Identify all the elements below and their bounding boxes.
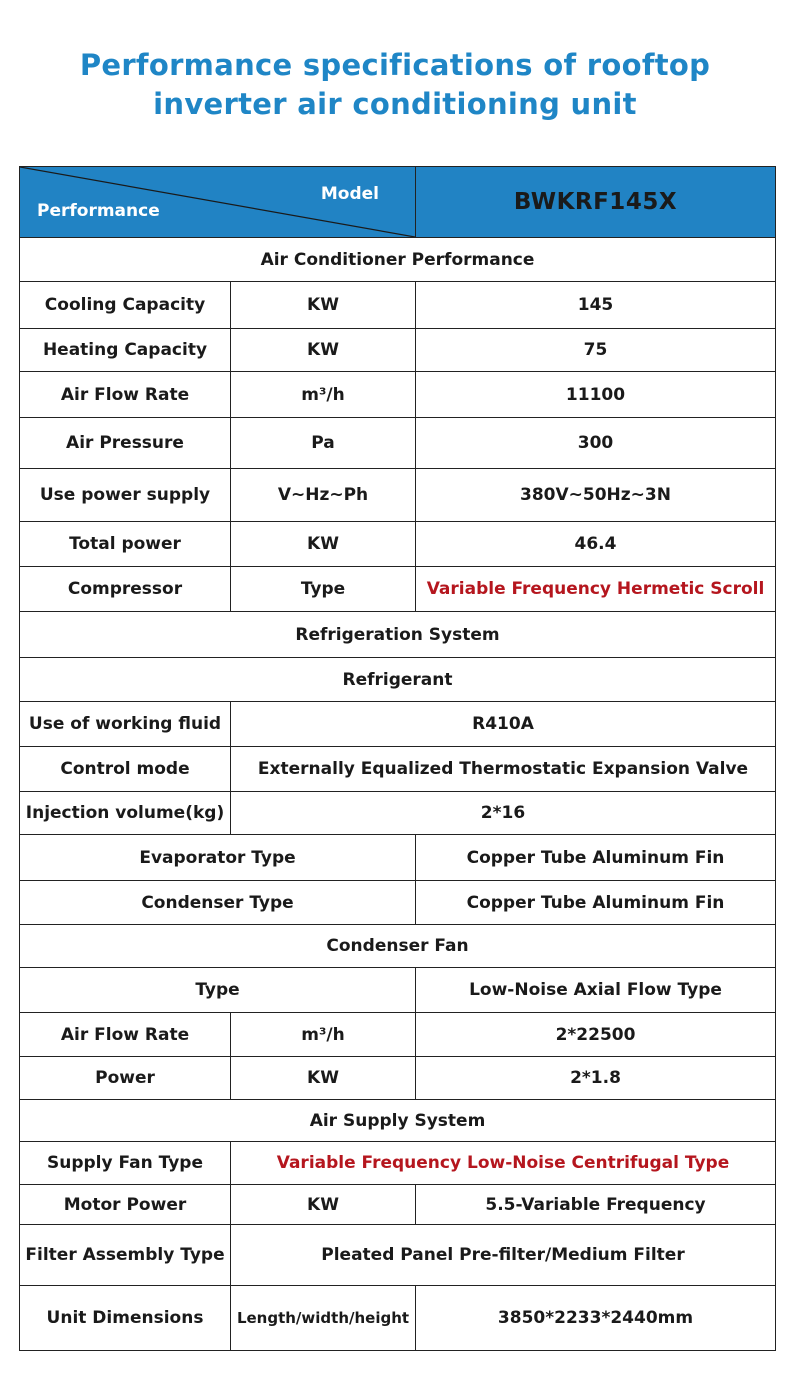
row-unit: V~Hz~Ph <box>231 469 416 522</box>
row-label: Control mode <box>20 747 231 792</box>
spec-table <box>19 166 776 1351</box>
table-row <box>20 1286 776 1351</box>
row-label: Unit Dimensions <box>20 1286 231 1351</box>
page-title-line-1: Performance specifications of rooftop <box>79 48 711 82</box>
row-unit: KW <box>231 1185 416 1225</box>
row-value: 75 <box>416 329 776 372</box>
row-label: Compressor <box>20 567 231 612</box>
table-row <box>20 372 776 418</box>
row-label: Supply Fan Type <box>20 1142 231 1185</box>
table-row <box>20 1225 776 1286</box>
row-value: Low-Noise Axial Flow Type <box>416 968 776 1013</box>
section-row <box>20 1100 776 1142</box>
table-row <box>20 792 776 835</box>
row-value: 145 <box>416 282 776 329</box>
table-row <box>20 835 776 881</box>
page-title <box>0 46 790 124</box>
table-row <box>20 747 776 792</box>
row-unit: KW <box>231 282 416 329</box>
row-unit: m³/h <box>231 1013 416 1057</box>
row-value: 2*16 <box>231 792 776 835</box>
row-label: Cooling Capacity <box>20 282 231 329</box>
row-value: 2*22500 <box>416 1013 776 1057</box>
row-label: Power <box>20 1057 231 1100</box>
row-value: 3850*2233*2440mm <box>416 1286 776 1351</box>
row-label: Motor Power <box>20 1185 231 1225</box>
row-label: Filter Assembly Type <box>20 1225 231 1286</box>
performance-label: Performance <box>37 201 160 221</box>
table-row <box>20 702 776 747</box>
section-row <box>20 658 776 702</box>
section-refrigeration: Refrigeration System <box>20 612 776 658</box>
table-row <box>20 418 776 469</box>
table-row <box>20 282 776 329</box>
table-row <box>20 1013 776 1057</box>
model-label: Model <box>320 184 379 204</box>
model-value: BWKRF145X <box>416 167 776 238</box>
header-diagonal-cell <box>20 167 416 238</box>
row-value: Variable Frequency Low-Noise Centrifugal Type <box>231 1142 776 1185</box>
row-value: Copper Tube Aluminum Fin <box>416 881 776 925</box>
row-value: Externally Equalized Thermostatic Expansion Valve <box>231 747 776 792</box>
table-row <box>20 522 776 567</box>
row-value: R410A <box>231 702 776 747</box>
row-label: Use of working fluid <box>20 702 231 747</box>
section-condenser-fan: Condenser Fan <box>20 925 776 968</box>
row-label: Condenser Type <box>20 881 416 925</box>
row-label: Heating Capacity <box>20 329 231 372</box>
row-value: 5.5-Variable Frequency <box>416 1185 776 1225</box>
row-label: Use power supply <box>20 469 231 522</box>
row-value: 46.4 <box>416 522 776 567</box>
row-unit: Type <box>231 567 416 612</box>
row-value: 11100 <box>416 372 776 418</box>
row-unit: Pa <box>231 418 416 469</box>
row-value: Variable Frequency Hermetic Scroll <box>416 567 776 612</box>
table-row <box>20 469 776 522</box>
section-ac-performance: Air Conditioner Performance <box>20 238 776 282</box>
section-air-supply: Air Supply System <box>20 1100 776 1142</box>
row-value: 300 <box>416 418 776 469</box>
row-value: Pleated Panel Pre-filter/Medium Filter <box>231 1225 776 1286</box>
row-label: Type <box>20 968 416 1013</box>
table-row <box>20 968 776 1013</box>
row-unit: Length/width/height <box>231 1286 416 1351</box>
row-label: Total power <box>20 522 231 567</box>
row-unit: KW <box>231 522 416 567</box>
row-label: Evaporator Type <box>20 835 416 881</box>
row-label: Air Pressure <box>20 418 231 469</box>
row-label: Air Flow Rate <box>20 1013 231 1057</box>
table-row <box>20 881 776 925</box>
section-refrigerant: Refrigerant <box>20 658 776 702</box>
row-value: 2*1.8 <box>416 1057 776 1100</box>
row-value: 380V~50Hz~3N <box>416 469 776 522</box>
page-title-line-2: inverter air conditioning unit <box>153 87 637 121</box>
table-header-row <box>20 167 776 238</box>
section-row <box>20 925 776 968</box>
table-row <box>20 1057 776 1100</box>
row-value: Copper Tube Aluminum Fin <box>416 835 776 881</box>
row-label: Air Flow Rate <box>20 372 231 418</box>
table-row <box>20 567 776 612</box>
row-unit: KW <box>231 329 416 372</box>
section-row <box>20 612 776 658</box>
row-unit: m³/h <box>231 372 416 418</box>
row-label: Injection volume(kg) <box>20 792 231 835</box>
table-row <box>20 1142 776 1185</box>
table-row <box>20 329 776 372</box>
section-row <box>20 238 776 282</box>
row-unit: KW <box>231 1057 416 1100</box>
table-row <box>20 1185 776 1225</box>
